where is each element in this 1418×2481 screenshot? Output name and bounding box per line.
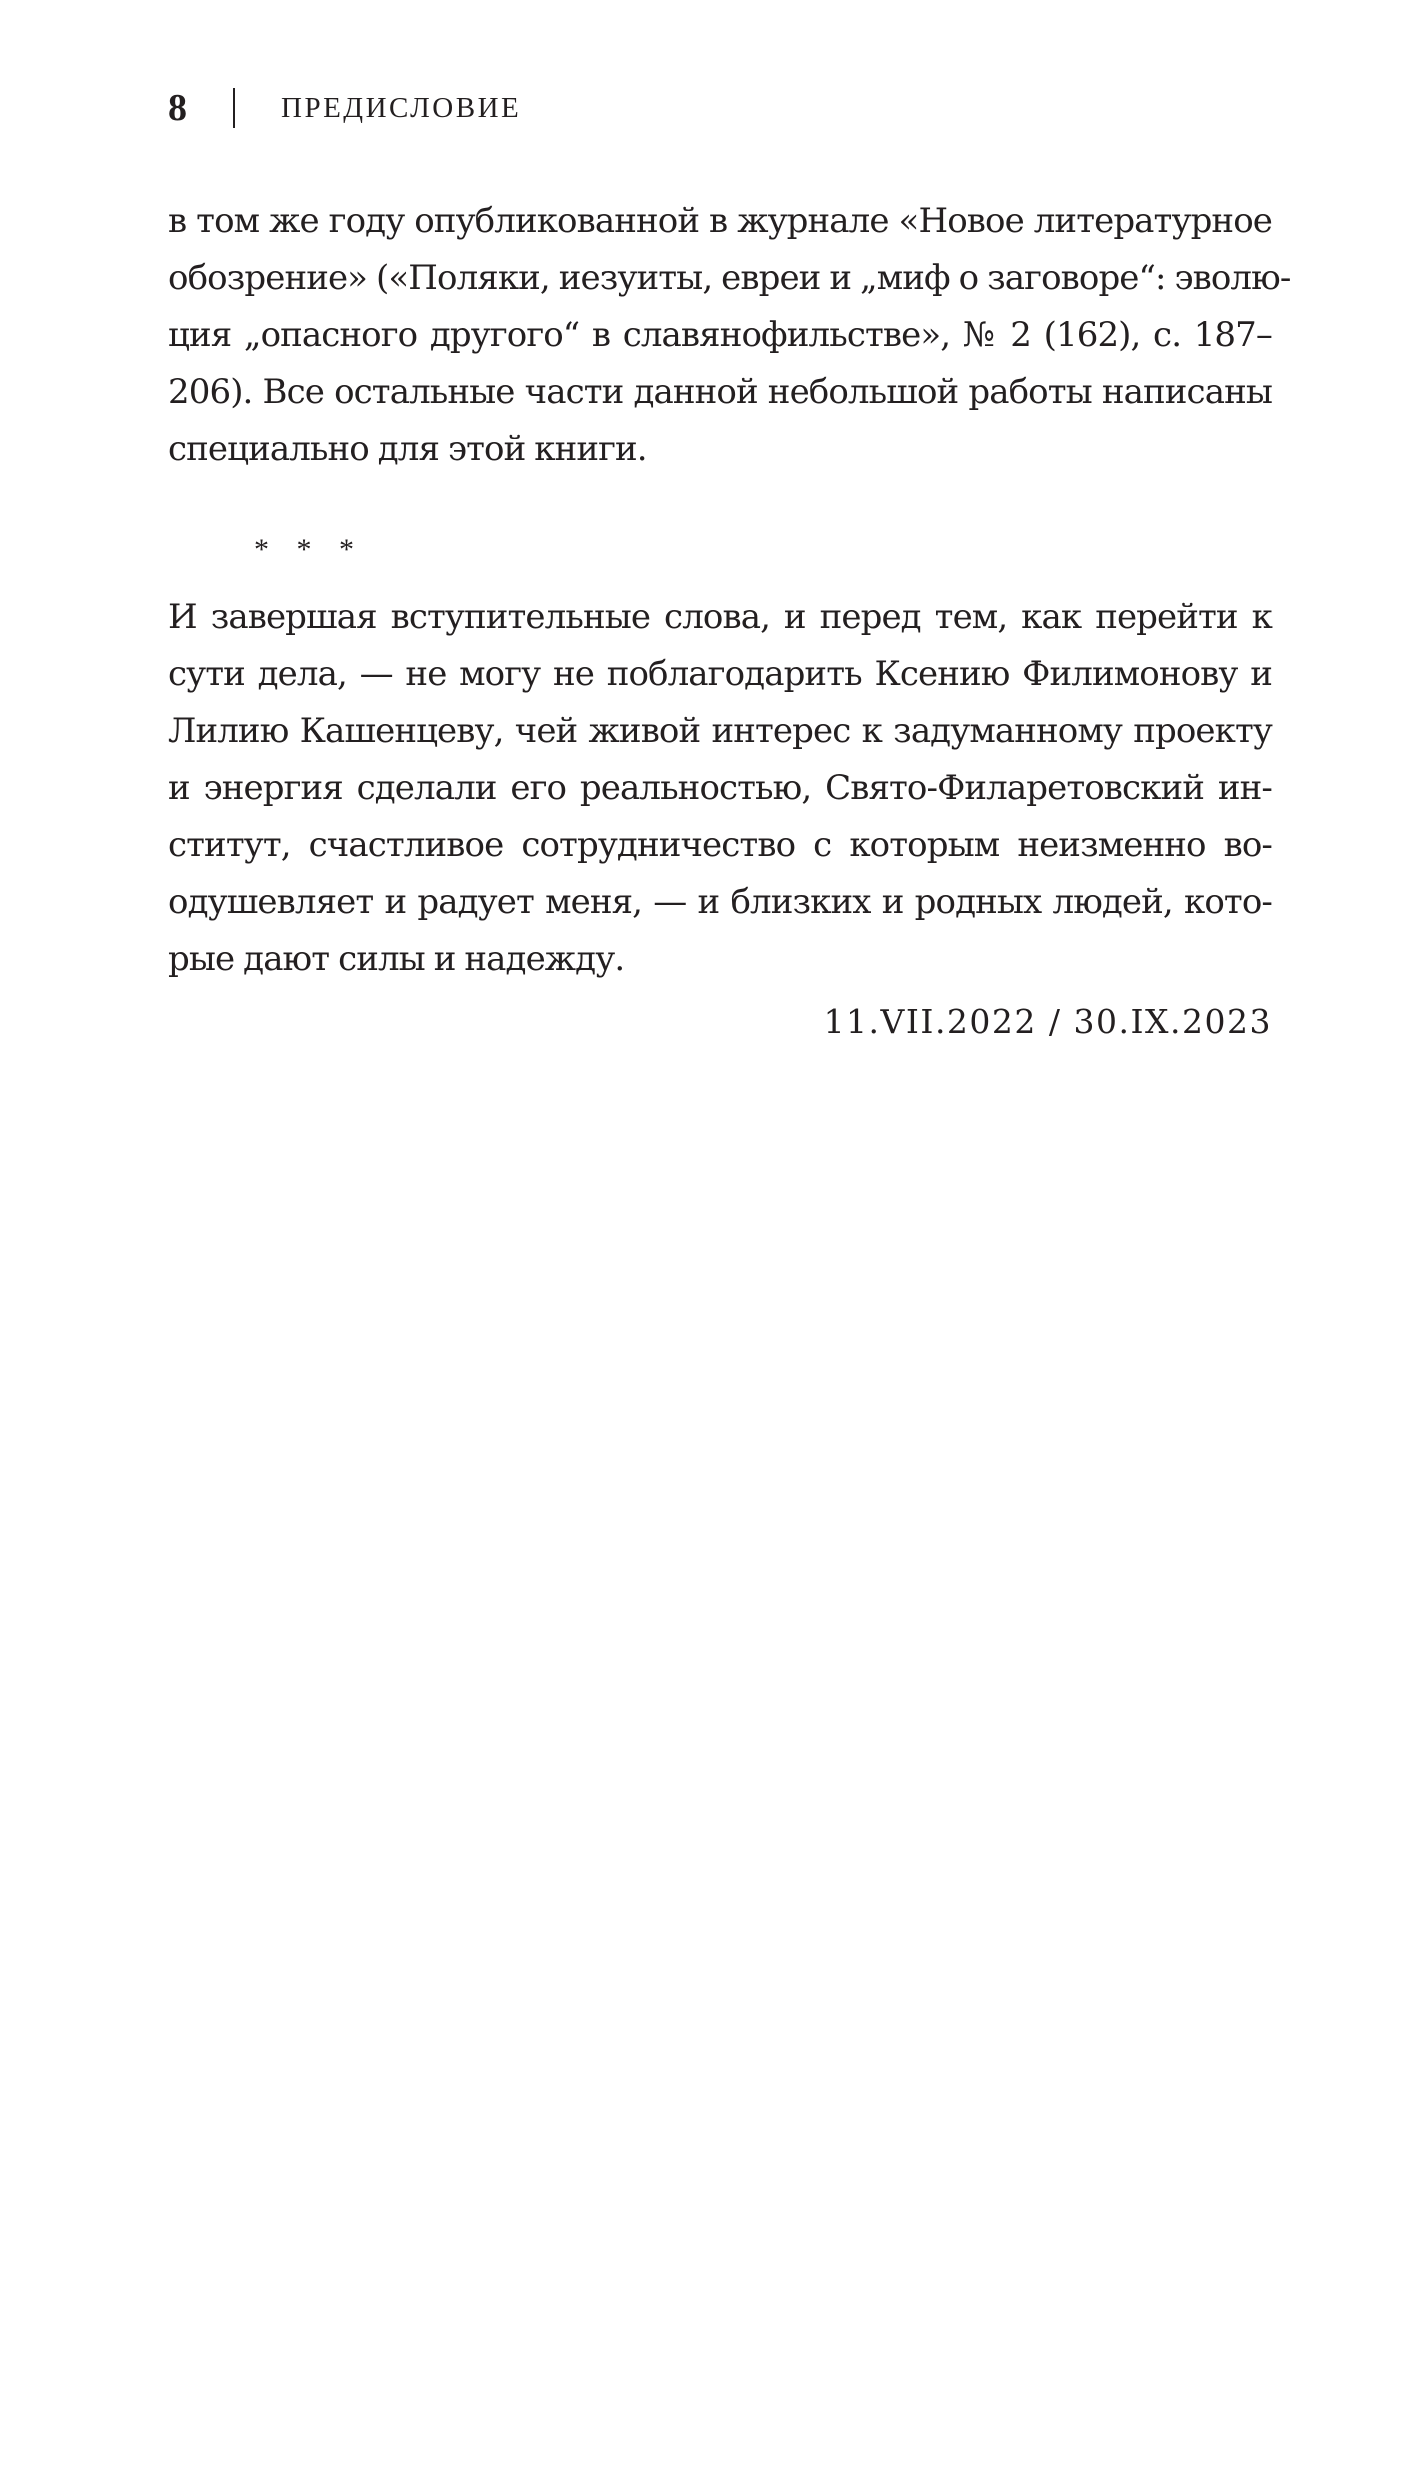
text-line: ститут, счастливое сотрудничество с которым неизменно во- [168, 825, 1272, 865]
text-line: специально для этой книги. [168, 429, 647, 469]
text-line: и энергия сделали его реальностью, Свято-Филаретовский ин- [168, 768, 1272, 808]
section-separator: * * * [254, 533, 364, 566]
page-number: 8 [168, 87, 187, 129]
text-line: рые дают силы и надежду. [168, 939, 625, 979]
dateline: 11.VII.2022 / 30.IX.2023 [823, 1002, 1272, 1041]
section-title: ПРЕДИСЛОВИЕ [281, 92, 522, 124]
header-divider [233, 88, 235, 128]
text-line: обозрение» («Поляки, иезуиты, евреи и „миф о заговоре“: эволю- [168, 258, 1291, 298]
paragraph-continuation [168, 193, 1291, 478]
paragraph-acknowledgements [168, 589, 1272, 988]
text-line: сути дела, — не могу не поблагодарить Ксению Филимонову и [168, 654, 1272, 694]
book-page [168, 0, 1291, 2481]
text-line: 206). Все остальные части данной небольшой работы написаны [168, 372, 1272, 412]
text-line: Лилию Кашенцеву, чей живой интерес к задуманному проекту [168, 711, 1272, 751]
text-line: в том же году опубликованной в журнале «Новое литературное [168, 201, 1272, 241]
text-line: одушевляет и радует меня, — и близких и родных людей, кото- [168, 882, 1272, 922]
text-line: И завершая вступительные слова, и перед тем, как перейти к [168, 597, 1272, 637]
text-line: ция „опасного другого“ в славянофильстве», № 2 (162), с. 187– [168, 315, 1272, 355]
running-head [168, 86, 521, 130]
